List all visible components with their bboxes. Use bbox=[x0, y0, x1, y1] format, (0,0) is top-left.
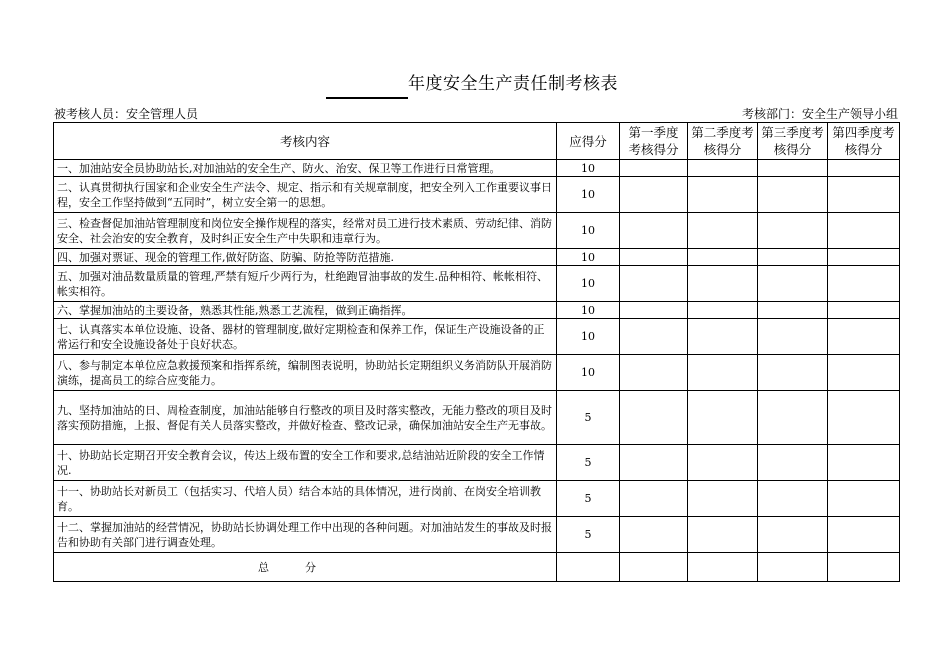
table-row bbox=[54, 177, 900, 213]
table-row bbox=[54, 517, 900, 553]
score-q2-cell[interactable] bbox=[688, 302, 758, 319]
table-row bbox=[54, 391, 900, 445]
score-q1-cell[interactable] bbox=[620, 391, 688, 445]
score-q2-cell[interactable] bbox=[688, 319, 758, 355]
total-q4-cell[interactable] bbox=[828, 553, 900, 582]
row-content: 九、坚持加油站的日、周检查制度，加油站能够自行整改的项目及时落实整改，无能力整改的项目及时落实预防措施，上报、督促有关人员落实整改，并做好检查、整改记录，确保加油站安全生产无事故。 bbox=[54, 391, 557, 445]
row-content: 四、加强对票证、现金的管理工作,做好防盗、防骗、防抢等防范措施. bbox=[54, 249, 557, 266]
examinee-label: 被考核人员：安全管理人员 bbox=[54, 107, 199, 121]
score-q1-cell[interactable] bbox=[620, 302, 688, 319]
table-row bbox=[54, 160, 900, 177]
table-row bbox=[54, 319, 900, 355]
score-q4-cell[interactable] bbox=[828, 177, 900, 213]
score-q4-cell[interactable] bbox=[828, 160, 900, 177]
row-points: 10 bbox=[557, 266, 620, 302]
score-q3-cell[interactable] bbox=[758, 266, 828, 302]
score-q1-cell[interactable] bbox=[620, 160, 688, 177]
row-content: 二、认真贯彻执行国家和企业安全生产法令、规定、指示和有关规章制度，把安全列入工作重要议事日程，安全工作坚持做到“五同时”，树立安全第一的思想。 bbox=[54, 177, 557, 213]
score-q2-cell[interactable] bbox=[688, 391, 758, 445]
row-points: 5 bbox=[557, 517, 620, 553]
score-q3-cell[interactable] bbox=[758, 249, 828, 266]
score-q4-cell[interactable] bbox=[828, 517, 900, 553]
row-points: 10 bbox=[557, 160, 620, 177]
score-q2-cell[interactable] bbox=[688, 177, 758, 213]
row-points: 10 bbox=[557, 355, 620, 391]
header-row bbox=[54, 123, 900, 160]
score-q3-cell[interactable] bbox=[758, 355, 828, 391]
table-row bbox=[54, 213, 900, 249]
score-q3-cell[interactable] bbox=[758, 177, 828, 213]
row-points: 5 bbox=[557, 481, 620, 517]
row-content: 十一、协助站长对新员工（包括实习、代培人员）结合本站的具体情况，进行岗前、在岗安全培训教育。 bbox=[54, 481, 557, 517]
header-q1: 第一季度考核得分 bbox=[620, 123, 688, 160]
row-content: 十二、掌握加油站的经营情况，协助站长协调处理工作中出现的各种问题。对加油站发生的事故及时报告和协助有关部门进行调查处理。 bbox=[54, 517, 557, 553]
score-q3-cell[interactable] bbox=[758, 319, 828, 355]
score-q3-cell[interactable] bbox=[758, 391, 828, 445]
row-points: 10 bbox=[557, 319, 620, 355]
score-q3-cell[interactable] bbox=[758, 160, 828, 177]
total-points-cell[interactable] bbox=[557, 553, 620, 582]
row-points: 10 bbox=[557, 249, 620, 266]
header-q3: 第三季度考核得分 bbox=[758, 123, 828, 160]
score-q1-cell[interactable] bbox=[620, 249, 688, 266]
table-row bbox=[54, 481, 900, 517]
score-q1-cell[interactable] bbox=[620, 319, 688, 355]
score-q2-cell[interactable] bbox=[688, 481, 758, 517]
score-q4-cell[interactable] bbox=[828, 249, 900, 266]
department-label: 考核部门：安全生产领导小组 bbox=[741, 107, 898, 121]
table-row bbox=[54, 302, 900, 319]
score-q1-cell[interactable] bbox=[620, 481, 688, 517]
total-q3-cell[interactable] bbox=[758, 553, 828, 582]
score-q4-cell[interactable] bbox=[828, 481, 900, 517]
page-title: 年度安全生产责任制考核表 bbox=[408, 74, 618, 94]
score-q1-cell[interactable] bbox=[620, 213, 688, 249]
score-q4-cell[interactable] bbox=[828, 319, 900, 355]
score-q2-cell[interactable] bbox=[688, 355, 758, 391]
row-points: 10 bbox=[557, 302, 620, 319]
total-label: 总分 bbox=[54, 553, 557, 582]
score-q3-cell[interactable] bbox=[758, 445, 828, 481]
row-points: 5 bbox=[557, 445, 620, 481]
score-q4-cell[interactable] bbox=[828, 391, 900, 445]
header-q4: 第四季度考核得分 bbox=[828, 123, 900, 160]
score-q2-cell[interactable] bbox=[688, 266, 758, 302]
score-q3-cell[interactable] bbox=[758, 481, 828, 517]
score-q1-cell[interactable] bbox=[620, 445, 688, 481]
score-q1-cell[interactable] bbox=[620, 355, 688, 391]
score-q4-cell[interactable] bbox=[828, 266, 900, 302]
row-content: 七、认真落实本单位设施、设备、器材的管理制度,做好定期检查和保养工作，保证生产设施设备的正常运行和安全设施设备处于良好状态。 bbox=[54, 319, 557, 355]
table-row bbox=[54, 445, 900, 481]
score-q4-cell[interactable] bbox=[828, 445, 900, 481]
score-q2-cell[interactable] bbox=[688, 160, 758, 177]
total-row bbox=[54, 553, 900, 582]
score-q2-cell[interactable] bbox=[688, 445, 758, 481]
assessment-table bbox=[53, 122, 900, 582]
score-q3-cell[interactable] bbox=[758, 302, 828, 319]
table-row bbox=[54, 266, 900, 302]
row-content: 八、参与制定本单位应急救援预案和指挥系统，编制图表说明，协助站长定期组织义务消防队开展消防演练，提高员工的综合应变能力。 bbox=[54, 355, 557, 391]
row-points: 10 bbox=[557, 177, 620, 213]
total-q1-cell[interactable] bbox=[620, 553, 688, 582]
header-points: 应得分 bbox=[557, 123, 620, 160]
row-content: 三、检查督促加油站管理制度和岗位安全操作规程的落实，经常对员工进行技术素质、劳动纪律、消防安全、社会治安的安全教育，及时纠正安全生产中失职和违章行为。 bbox=[54, 213, 557, 249]
score-q4-cell[interactable] bbox=[828, 302, 900, 319]
title-area bbox=[0, 72, 950, 100]
score-q4-cell[interactable] bbox=[828, 213, 900, 249]
table-row bbox=[54, 355, 900, 391]
header-content: 考核内容 bbox=[54, 123, 557, 160]
total-q2-cell[interactable] bbox=[688, 553, 758, 582]
score-q2-cell[interactable] bbox=[688, 517, 758, 553]
row-content: 六、掌握加油站的主要设备，熟悉其性能,熟悉工艺流程，做到正确指挥。 bbox=[54, 302, 557, 319]
score-q2-cell[interactable] bbox=[688, 249, 758, 266]
table-row bbox=[54, 249, 900, 266]
row-content: 五、加强对油品数量质量的管理,严禁有短斤少两行为，杜绝跑冒油事故的发生.品种相符、帐帐相符、帐实相符。 bbox=[54, 266, 557, 302]
score-q4-cell[interactable] bbox=[828, 355, 900, 391]
row-points: 5 bbox=[557, 391, 620, 445]
row-points: 10 bbox=[557, 213, 620, 249]
score-q3-cell[interactable] bbox=[758, 517, 828, 553]
header-q2: 第二季度考核得分 bbox=[688, 123, 758, 160]
row-content: 十、协助站长定期召开安全教育会议，传达上级布置的安全工作和要求,总结油站近阶段的安全工作情况. bbox=[54, 445, 557, 481]
score-q3-cell[interactable] bbox=[758, 213, 828, 249]
score-q1-cell[interactable] bbox=[620, 517, 688, 553]
score-q2-cell[interactable] bbox=[688, 213, 758, 249]
year-blank-line bbox=[326, 97, 408, 99]
score-q1-cell[interactable] bbox=[620, 177, 688, 213]
row-content: 一、加油站安全员协助站长,对加油站的安全生产、防火、治安、保卫等工作进行日常管理。 bbox=[54, 160, 557, 177]
score-q1-cell[interactable] bbox=[620, 266, 688, 302]
